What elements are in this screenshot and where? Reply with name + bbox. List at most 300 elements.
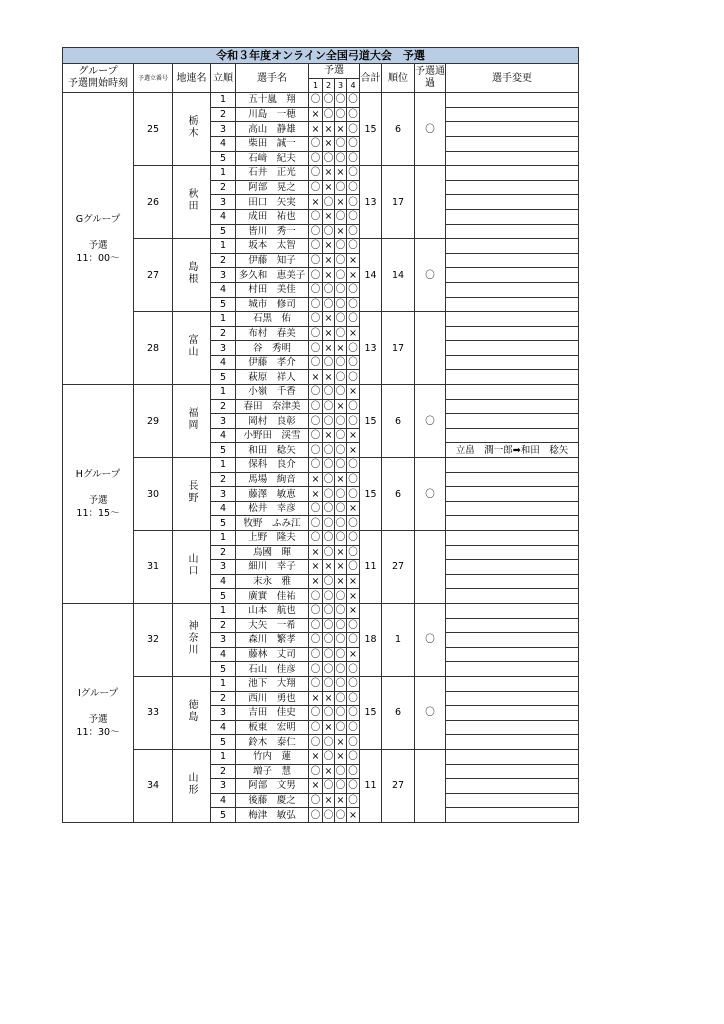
tachi-order: 5 — [211, 516, 236, 531]
team-number: 30 — [134, 458, 173, 531]
table-row — [63, 385, 579, 400]
tachi-order: 2 — [211, 618, 236, 633]
tachi-order: 4 — [211, 793, 236, 808]
player-name: 鈴木 泰仁 — [236, 735, 309, 750]
round-1-mark: 〇 — [309, 589, 323, 604]
round-1-mark: 〇 — [309, 618, 323, 633]
team-total: 15 — [360, 458, 382, 531]
round-2-mark: 〇 — [323, 751, 334, 763]
round-2-mark: 〇 — [323, 503, 334, 515]
player-change — [446, 764, 579, 779]
player-change — [446, 706, 579, 721]
round-3-mark: 〇 — [335, 488, 346, 500]
group-label: 予選 — [88, 239, 108, 251]
round-2-mark: × — [323, 720, 335, 735]
round-4-mark: × — [347, 326, 360, 341]
round-4-mark: × — [347, 268, 360, 283]
pass-mark: 〇 — [415, 385, 446, 458]
team-number: 25 — [134, 93, 173, 166]
round-1-mark: 〇 — [309, 414, 323, 429]
player-change — [446, 603, 579, 618]
round-1-mark: 〇 — [309, 603, 323, 618]
round-2-mark: 〇 — [323, 196, 334, 208]
player-change — [446, 647, 579, 662]
round-2-mark: 〇 — [323, 649, 334, 661]
round-3-mark: × — [335, 195, 347, 210]
player-name: 岡村 良彰 — [236, 414, 309, 429]
round-header-1: 1 — [309, 78, 323, 93]
round-1-mark: × — [309, 545, 323, 560]
round-2-mark: 〇 — [323, 517, 334, 529]
round-3-mark: 〇 — [335, 430, 346, 442]
round-4-mark: 〇 — [348, 517, 358, 529]
round-3-mark: × — [335, 166, 347, 181]
round-1-mark: × — [309, 691, 323, 706]
round-1-mark: 〇 — [309, 764, 323, 779]
player-change — [446, 253, 579, 268]
player-change — [446, 195, 579, 210]
player-change — [446, 691, 579, 706]
round-3-mark: 〇 — [335, 532, 346, 544]
round-2-mark: × — [323, 268, 335, 283]
player-name: 大矢 一希 — [236, 618, 309, 633]
tachi-order: 1 — [211, 458, 236, 473]
round-3-mark: 〇 — [335, 692, 346, 704]
player-name: 保科 良介 — [236, 458, 309, 473]
round-1-mark: 〇 — [309, 458, 323, 473]
player-change — [446, 370, 579, 385]
round-4-mark: × — [347, 385, 360, 400]
round-4-mark: 〇 — [348, 488, 358, 500]
player-name: 藤澤 敏恵 — [236, 487, 309, 502]
player-name: 石井 正光 — [236, 166, 309, 181]
round-3-mark: 〇 — [335, 284, 346, 296]
tachi-order: 2 — [211, 107, 236, 122]
round-1-mark: 〇 — [309, 93, 323, 108]
table-row — [63, 603, 579, 618]
round-2-mark: 〇 — [323, 678, 334, 690]
table-row — [63, 458, 579, 473]
player-change — [446, 472, 579, 487]
round-2-mark: × — [323, 326, 335, 341]
round-4-mark: 〇 — [348, 400, 358, 412]
table-row — [63, 93, 579, 108]
round-1-mark: 〇 — [309, 239, 323, 254]
tachi-order: 4 — [211, 720, 236, 735]
player-change — [446, 107, 579, 122]
region-cell — [173, 93, 211, 166]
pass-mark — [415, 531, 446, 604]
round-1-mark: 〇 — [309, 676, 323, 691]
round-1-mark: 〇 — [309, 516, 323, 531]
team-number: 26 — [134, 166, 173, 239]
round-1-mark: 〇 — [309, 720, 323, 735]
round-4-mark: 〇 — [348, 94, 358, 106]
round-1-mark: 〇 — [309, 355, 323, 370]
tachi-order: 3 — [211, 779, 236, 794]
team-number: 32 — [134, 603, 173, 676]
round-3-mark: 〇 — [335, 357, 346, 369]
round-4-mark: 〇 — [348, 415, 358, 427]
pass-mark: 〇 — [415, 676, 446, 749]
player-name: 細川 幸子 — [236, 560, 309, 575]
round-2-mark: × — [323, 428, 335, 443]
group-time: 11：00～ — [76, 252, 120, 264]
pass-mark — [415, 166, 446, 239]
round-3-mark: 〇 — [335, 386, 346, 398]
player-name: 板東 宏明 — [236, 720, 309, 735]
round-2-mark: 〇 — [323, 532, 334, 544]
round-3-mark: 〇 — [335, 109, 346, 121]
player-name: 柴田 誠一 — [236, 136, 309, 151]
player-name: 伊藤 知子 — [236, 253, 309, 268]
tachi-order: 2 — [211, 326, 236, 341]
round-1-mark: 〇 — [309, 385, 323, 400]
player-change — [446, 574, 579, 589]
player-name: 石黒 佑 — [236, 312, 309, 327]
round-3-mark: 〇 — [335, 619, 346, 631]
round-4-mark: × — [347, 574, 360, 589]
round-3-mark: × — [335, 472, 347, 487]
round-2-mark: 〇 — [323, 634, 334, 646]
player-change — [446, 618, 579, 633]
round-2-mark: 〇 — [323, 109, 334, 121]
player-name: 伊藤 孝介 — [236, 355, 309, 370]
team-total: 13 — [360, 166, 382, 239]
player-name: 坂本 太智 — [236, 239, 309, 254]
tachi-order: 3 — [211, 633, 236, 648]
player-name: 石﨑 紀夫 — [236, 151, 309, 166]
player-name: 多久和 恵美子 — [236, 268, 309, 283]
round-4-mark: 〇 — [348, 692, 358, 704]
player-change — [446, 268, 579, 283]
player-change — [446, 326, 579, 341]
round-2-mark: × — [323, 370, 335, 385]
round-3-mark: 〇 — [335, 415, 346, 427]
player-name: 西川 勇也 — [236, 691, 309, 706]
team-total: 15 — [360, 93, 382, 166]
region-name: 福岡 — [186, 407, 197, 432]
region-cell — [173, 458, 211, 531]
results-table — [62, 47, 579, 823]
player-change — [446, 560, 579, 575]
round-2-mark: × — [323, 209, 335, 224]
team-rank: 6 — [382, 676, 415, 749]
player-change — [446, 458, 579, 473]
pass-mark: 〇 — [415, 458, 446, 531]
round-1-mark: 〇 — [309, 633, 323, 648]
player-name: 末永 雅 — [236, 574, 309, 589]
round-1-mark: 〇 — [309, 793, 323, 808]
round-1-mark: 〇 — [309, 209, 323, 224]
round-4-mark: 〇 — [348, 152, 358, 164]
round-3-mark: × — [335, 560, 347, 575]
round-2-mark: 〇 — [323, 736, 334, 748]
team-rank: 14 — [382, 239, 415, 312]
round-1-mark: 〇 — [309, 735, 323, 750]
round-2-mark: 〇 — [323, 780, 334, 792]
player-name: 阿部 文男 — [236, 779, 309, 794]
round-3-mark: 〇 — [335, 152, 346, 164]
player-name: 馬場 絢音 — [236, 472, 309, 487]
round-4-mark: 〇 — [348, 751, 358, 763]
tachi-order: 5 — [211, 808, 236, 823]
player-change — [446, 516, 579, 531]
round-2-mark: 〇 — [323, 444, 334, 456]
group-cell — [63, 385, 134, 604]
tachi-order: 1 — [211, 531, 236, 546]
round-3-mark: × — [335, 749, 347, 764]
round-2-mark: × — [323, 166, 335, 181]
tachi-order: 3 — [211, 414, 236, 429]
team-total: 15 — [360, 676, 382, 749]
tachi-order: 1 — [211, 93, 236, 108]
round-1-mark: 〇 — [309, 341, 323, 356]
region-cell — [173, 385, 211, 458]
round-2-mark: 〇 — [323, 809, 334, 821]
round-2-mark: 〇 — [323, 298, 334, 310]
table-row — [63, 312, 579, 327]
tachi-order: 4 — [211, 136, 236, 151]
player-name: 石山 佳彦 — [236, 662, 309, 677]
round-4-mark: × — [347, 603, 360, 618]
round-2-mark: 〇 — [323, 590, 334, 602]
round-4-mark: 〇 — [348, 619, 358, 631]
team-total: 11 — [360, 531, 382, 604]
round-4-mark: 〇 — [348, 123, 358, 135]
round-3-mark: 〇 — [335, 503, 346, 515]
player-change — [446, 808, 579, 823]
round-3-mark: 〇 — [335, 663, 346, 675]
round-1-mark: 〇 — [309, 151, 323, 166]
round-3-mark: 〇 — [335, 94, 346, 106]
team-rank: 27 — [382, 749, 415, 822]
team-number: 27 — [134, 239, 173, 312]
round-4-mark: 〇 — [348, 313, 358, 325]
sheet-title: 令和３年度オンライン全国弓道大会 予選 — [63, 48, 579, 64]
tachi-order: 3 — [211, 560, 236, 575]
round-3-mark: 〇 — [335, 269, 346, 281]
round-4-mark: × — [347, 253, 360, 268]
round-4-mark: 〇 — [348, 342, 358, 354]
team-rank: 17 — [382, 312, 415, 385]
round-1-mark: 〇 — [309, 399, 323, 414]
team-total: 11 — [360, 749, 382, 822]
player-name: 廣實 佳祐 — [236, 589, 309, 604]
results-body — [63, 93, 579, 823]
tachi-order: 4 — [211, 355, 236, 370]
player-change — [446, 720, 579, 735]
player-name: 竹内 蓮 — [236, 749, 309, 764]
round-1-mark: × — [309, 472, 323, 487]
player-name: 梅津 敏弘 — [236, 808, 309, 823]
round-3-mark: × — [335, 545, 347, 560]
table-row — [63, 749, 579, 764]
round-2-mark: 〇 — [323, 225, 334, 237]
table-row — [63, 239, 579, 254]
tachi-order: 2 — [211, 253, 236, 268]
player-name: 森川 繁孝 — [236, 633, 309, 648]
round-2-mark: × — [323, 136, 335, 151]
round-2-mark: × — [323, 691, 335, 706]
tachi-order: 2 — [211, 764, 236, 779]
round-1-mark: 〇 — [309, 647, 323, 662]
round-4-mark: 〇 — [348, 138, 358, 150]
region-header: 地連名 — [173, 64, 211, 93]
round-1-mark: × — [309, 749, 323, 764]
round-1-mark: 〇 — [309, 136, 323, 151]
round-3-mark: 〇 — [335, 182, 346, 194]
player-change — [446, 209, 579, 224]
round-3-mark: 〇 — [335, 327, 346, 339]
round-4-mark: 〇 — [348, 284, 358, 296]
player-change — [446, 282, 579, 297]
round-1-mark: 〇 — [309, 808, 323, 823]
player-change — [446, 239, 579, 254]
player-name: 春田 奈津美 — [236, 399, 309, 414]
player-change: 立畠 潤一郎➡和田 稔矢 — [446, 443, 579, 458]
round-3-mark: × — [335, 224, 347, 239]
change-header: 選手変更 — [446, 64, 579, 93]
team-rank: 6 — [382, 458, 415, 531]
player-name: 城市 修司 — [236, 297, 309, 312]
team-rank: 6 — [382, 385, 415, 458]
player-change — [446, 385, 579, 400]
region-name: 山形 — [186, 771, 197, 796]
round-3-mark: 〇 — [335, 678, 346, 690]
round-3-mark: 〇 — [335, 313, 346, 325]
tachi-order: 3 — [211, 341, 236, 356]
round-4-mark: × — [347, 443, 360, 458]
player-name: 布村 春美 — [236, 326, 309, 341]
round-2-mark: 〇 — [323, 415, 334, 427]
round-2-mark: 〇 — [323, 284, 334, 296]
team-total: 15 — [360, 385, 382, 458]
round-2-mark: × — [323, 793, 335, 808]
player-change — [446, 487, 579, 502]
tachi-order: 4 — [211, 209, 236, 224]
tachi-order: 2 — [211, 180, 236, 195]
round-3-mark: × — [335, 574, 347, 589]
round-3-mark: 〇 — [335, 444, 346, 456]
region-name: 島根 — [186, 261, 197, 286]
team-total: 13 — [360, 312, 382, 385]
round-1-mark: 〇 — [309, 282, 323, 297]
round-3-mark: 〇 — [335, 722, 346, 734]
round-4-mark: × — [347, 589, 360, 604]
player-name: 増子 慧 — [236, 764, 309, 779]
round-2-mark: 〇 — [323, 400, 334, 412]
player-name: 高山 静雄 — [236, 122, 309, 137]
player-name: 成田 祐也 — [236, 209, 309, 224]
round-3-mark: 〇 — [335, 780, 346, 792]
player-change — [446, 399, 579, 414]
group-spacer — [63, 481, 133, 494]
team-total: 18 — [360, 603, 382, 676]
round-1-mark: 〇 — [309, 224, 323, 239]
player-name: 山本 航也 — [236, 603, 309, 618]
round-1-mark: 〇 — [309, 662, 323, 677]
pass-mark: 〇 — [415, 93, 446, 166]
round-2-mark: × — [323, 764, 335, 779]
player-name: 川島 一穂 — [236, 107, 309, 122]
tachi-order: 2 — [211, 399, 236, 414]
player-name: 上野 隆夫 — [236, 531, 309, 546]
pass-mark: 〇 — [415, 239, 446, 312]
player-change — [446, 793, 579, 808]
start-time-header-label: 予選開始時刻 — [68, 78, 128, 90]
tachi-header: 立順 — [211, 64, 236, 93]
round-2-mark: 〇 — [323, 386, 334, 398]
tachi-order: 4 — [211, 282, 236, 297]
player-change — [446, 297, 579, 312]
player-name: 池下 大翔 — [236, 676, 309, 691]
player-change — [446, 589, 579, 604]
tachi-order: 3 — [211, 706, 236, 721]
region-cell — [173, 603, 211, 676]
round-1-mark: 〇 — [309, 501, 323, 516]
round-4-mark: 〇 — [348, 357, 358, 369]
round-3-mark: 〇 — [335, 649, 346, 661]
team-total: 14 — [360, 239, 382, 312]
region-cell — [173, 676, 211, 749]
group-spacer — [63, 700, 133, 713]
round-3-mark: × — [335, 341, 347, 356]
round-2-mark: × — [323, 122, 335, 137]
player-change — [446, 341, 579, 356]
tachi-order: 1 — [211, 239, 236, 254]
round-4-mark: × — [347, 647, 360, 662]
round-3-mark: × — [335, 122, 347, 137]
player-change — [446, 633, 579, 648]
player-name: 萩原 祥人 — [236, 370, 309, 385]
round-4-mark: 〇 — [348, 678, 358, 690]
pass-header — [415, 64, 446, 93]
tachi-order: 4 — [211, 574, 236, 589]
round-1-mark: × — [309, 107, 323, 122]
tachi-order: 3 — [211, 268, 236, 283]
round-1-mark: 〇 — [309, 312, 323, 327]
group-cell — [63, 603, 134, 822]
player-change — [446, 166, 579, 181]
tachi-order: 5 — [211, 589, 236, 604]
group-header-label: グループ — [78, 66, 118, 78]
player-change — [446, 531, 579, 546]
region-name: 長野 — [186, 480, 197, 505]
round-3-mark: 〇 — [335, 765, 346, 777]
player-name: 田口 矢実 — [236, 195, 309, 210]
round-1-mark: 〇 — [309, 326, 323, 341]
round-4-mark: 〇 — [348, 707, 358, 719]
round-1-mark: 〇 — [309, 166, 323, 181]
round-4-mark: 〇 — [348, 634, 358, 646]
round-1-mark: × — [309, 195, 323, 210]
region-cell — [173, 239, 211, 312]
player-change — [446, 312, 579, 327]
player-name: 烏國 暉 — [236, 545, 309, 560]
tachi-order: 1 — [211, 603, 236, 618]
group-name: Hグループ — [75, 469, 121, 481]
player-header: 選手名 — [236, 64, 309, 93]
round-4-mark: 〇 — [348, 546, 358, 558]
pass-header-label: 予選通過 — [415, 66, 445, 90]
round-1-mark: 〇 — [309, 253, 323, 268]
group-label: 予選 — [88, 495, 108, 507]
round-1-mark: 〇 — [309, 706, 323, 721]
round-2-mark: 〇 — [323, 152, 334, 164]
player-change — [446, 414, 579, 429]
tachi-order: 5 — [211, 443, 236, 458]
